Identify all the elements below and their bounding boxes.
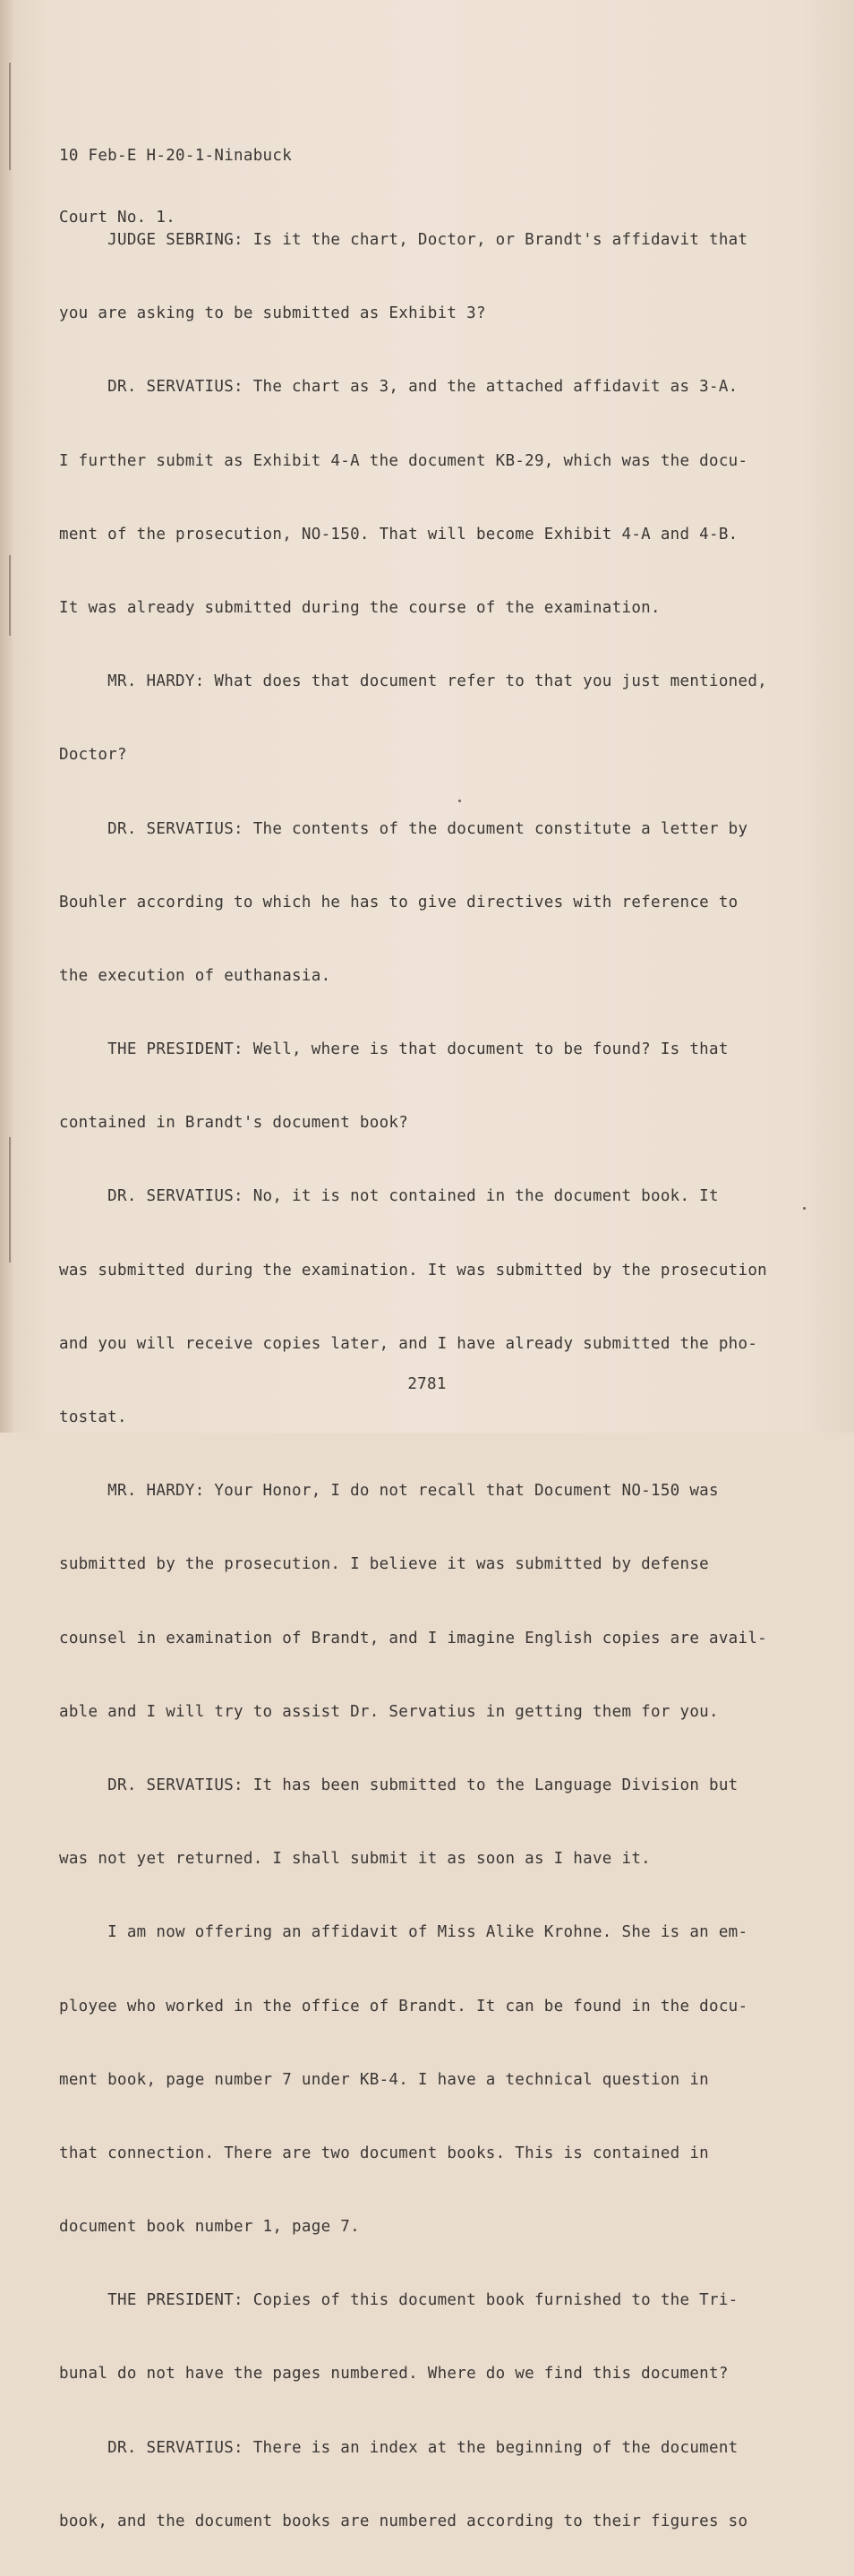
transcript-line: tostat.: [59, 1408, 127, 1426]
transcript-line: was not yet returned. I shall submit it as soon as I have it.: [59, 1850, 651, 1869]
transcript-line: MR. HARDY: Your Honor, I do not recall that Document NO-150 was: [59, 1482, 719, 1501]
transcript-line: I further submit as Exhibit 4-A the document KB-29, which was the docu-: [59, 451, 748, 470]
paper-speck: [458, 800, 461, 802]
transcript-line: contained in Brandt's document book?: [59, 1114, 409, 1133]
transcript-line: able and I will try to assist Dr. Servatius in getting them for you.: [59, 1702, 719, 1721]
edge-shadow-mark: [9, 1137, 11, 1262]
transcript-line: Bouhler according to which he has to give directives with reference to: [59, 893, 739, 911]
header-session-line: 10 Feb-E H-20-1-Ninabuck: [59, 147, 293, 165]
transcript-line: DR. SERVATIUS: The contents of the document constitute a letter by: [59, 819, 748, 838]
transcript-line: DR. SERVATIUS: There is an index at the beginning of the document: [59, 2438, 739, 2457]
paper-speck: [803, 1207, 806, 1210]
transcript-line: the execution of euthanasia.: [59, 966, 331, 985]
transcript-line: counsel in examination of Brandt, and I imagine English copies are avail-: [59, 1629, 768, 1647]
transcript-line: JUDGE SEBRING: Is it the chart, Doctor, or Brandt's affidavit that: [59, 231, 748, 249]
transcript-line: I am now offering an affidavit of Miss Alike Krohne. She is an em-: [59, 1923, 748, 1942]
transcript-line: It was already submitted during the course of the examination.: [59, 598, 661, 617]
transcript-line: was submitted during the examination. It was submitted by the prosecution: [59, 1261, 768, 1279]
transcript-line: THE PRESIDENT: Well, where is that document to be found? Is that: [59, 1040, 729, 1059]
transcript-line: document book number 1, page 7.: [59, 2218, 360, 2237]
transcript-line: ment of the prosecution, NO-150. That will become Exhibit 4-A and 4-B.: [59, 525, 739, 543]
transcript-line: Doctor?: [59, 746, 127, 765]
edge-shadow-mark: [9, 555, 11, 636]
edge-shadow-mark: [9, 63, 11, 170]
transcript-line: DR. SERVATIUS: No, it is not contained in the document book. It: [59, 1187, 719, 1206]
transcript-line: you are asking to be submitted as Exhibit 3?: [59, 304, 486, 323]
transcript-line: ment book, page number 7 under KB-4. I have a technical question in: [59, 2070, 710, 2089]
page-number: 2781: [407, 1375, 447, 1393]
transcript-line: DR. SERVATIUS: It has been submitted to the Language Division but: [59, 1776, 739, 1794]
transcript-line: book, and the document books are numbered according to their figures so: [59, 2512, 748, 2530]
transcript-line: ployee who worked in the office of Brandt. It can be found in the docu-: [59, 1997, 748, 2015]
transcript-line: that connection. There are two document books. This is contained in: [59, 2144, 710, 2162]
transcript-line: MR. HARDY: What does that document refer to that you just mentioned,: [59, 672, 768, 691]
transcript-line: DR. SERVATIUS: The chart as 3, and the attached affidavit as 3-A.: [59, 378, 739, 397]
transcript-line: and you will receive copies later, and I have already submitted the pho-: [59, 1334, 758, 1353]
transcript-line: bunal do not have the pages numbered. Where do we find this document?: [59, 2365, 729, 2383]
transcript-line: submitted by the prosecution. I believe it was submitted by defense: [59, 1555, 710, 1574]
transcript-line: THE PRESIDENT: Copies of this document book furnished to the Tri-: [59, 2291, 739, 2310]
header-court-line: Court No. 1.: [59, 209, 176, 227]
